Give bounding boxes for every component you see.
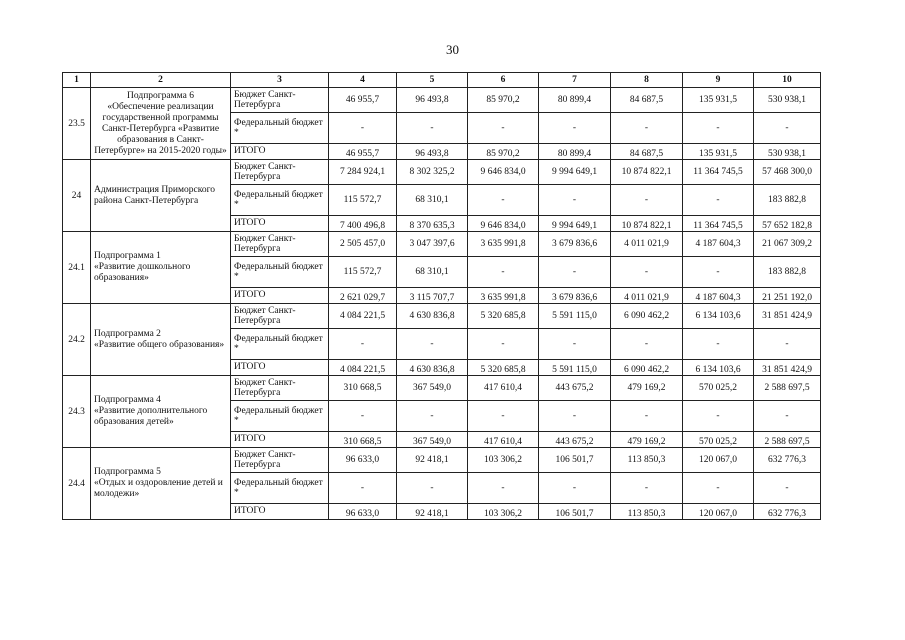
funding-source: Федеральный бюджет * [231, 257, 329, 288]
year-amount: 4 187 604,3 [683, 288, 754, 304]
item-number: 23.5 [63, 88, 91, 160]
year-amount: 135 931,5 [683, 88, 754, 113]
total-amount: 2 588 697,5 [754, 432, 821, 448]
funding-source: ИТОГО [231, 504, 329, 520]
funding-source: Федеральный бюджет * [231, 473, 329, 504]
year-amount: 120 067,0 [683, 448, 754, 473]
program-name: Администрация Приморского района Санкт-Петербурга [91, 160, 231, 232]
year-amount: 3 635 991,8 [468, 232, 539, 257]
item-number: 24.2 [63, 304, 91, 376]
year-amount: - [329, 473, 397, 504]
total-amount: 21 067 309,2 [754, 232, 821, 257]
item-number: 24.4 [63, 448, 91, 520]
year-amount: 46 955,7 [329, 88, 397, 113]
year-amount: 6 134 103,6 [683, 360, 754, 376]
year-amount: 443 675,2 [539, 432, 611, 448]
total-amount: 2 588 697,5 [754, 376, 821, 401]
year-amount: 6 090 462,2 [611, 304, 683, 329]
header-cell: 8 [611, 73, 683, 88]
year-amount: 68 310,1 [397, 185, 468, 216]
funding-source: Бюджет Санкт-Петербурга [231, 376, 329, 401]
year-amount: 3 679 836,6 [539, 232, 611, 257]
year-amount: - [539, 113, 611, 144]
year-amount: - [329, 113, 397, 144]
year-amount: 3 679 836,6 [539, 288, 611, 304]
year-amount: - [329, 329, 397, 360]
year-amount: 6 134 103,6 [683, 304, 754, 329]
year-amount: 570 025,2 [683, 376, 754, 401]
year-amount: 46 955,7 [329, 144, 397, 160]
funding-source: Федеральный бюджет * [231, 329, 329, 360]
header-cell: 1 [63, 73, 91, 88]
year-amount: 80 899,4 [539, 88, 611, 113]
program-name: Подпрограмма 2 «Развитие общего образования» [91, 304, 231, 376]
year-amount: 6 090 462,2 [611, 360, 683, 376]
funding-source: ИТОГО [231, 360, 329, 376]
year-amount: - [611, 257, 683, 288]
header-cell: 2 [91, 73, 231, 88]
year-amount: 4 011 021,9 [611, 288, 683, 304]
year-amount: 8 302 325,2 [397, 160, 468, 185]
year-amount: 84 687,5 [611, 88, 683, 113]
year-amount: 9 646 834,0 [468, 160, 539, 185]
header-cell: 3 [231, 73, 329, 88]
year-amount: 92 418,1 [397, 504, 468, 520]
year-amount: - [683, 113, 754, 144]
year-amount: - [683, 185, 754, 216]
year-amount: 103 306,2 [468, 448, 539, 473]
total-amount: 530 938,1 [754, 88, 821, 113]
year-amount: 11 364 745,5 [683, 216, 754, 232]
year-amount: 3 635 991,8 [468, 288, 539, 304]
year-amount: - [539, 257, 611, 288]
funding-source: ИТОГО [231, 144, 329, 160]
year-amount: 5 591 115,0 [539, 304, 611, 329]
total-amount: 183 882,8 [754, 257, 821, 288]
year-amount: - [468, 401, 539, 432]
year-amount: - [683, 257, 754, 288]
year-amount: 5 320 685,8 [468, 360, 539, 376]
year-amount: 4 187 604,3 [683, 232, 754, 257]
year-amount: 85 970,2 [468, 144, 539, 160]
header-cell: 5 [397, 73, 468, 88]
table-row [63, 304, 821, 329]
header-cell: 7 [539, 73, 611, 88]
year-amount: - [468, 185, 539, 216]
year-amount: 310 668,5 [329, 376, 397, 401]
year-amount: - [539, 185, 611, 216]
year-amount: 113 850,3 [611, 504, 683, 520]
year-amount: 3 047 397,6 [397, 232, 468, 257]
year-amount: 96 633,0 [329, 504, 397, 520]
year-amount: 92 418,1 [397, 448, 468, 473]
year-amount: - [611, 185, 683, 216]
year-amount: 9 994 649,1 [539, 160, 611, 185]
year-amount: 417 610,4 [468, 376, 539, 401]
year-amount: 7 400 496,8 [329, 216, 397, 232]
year-amount: - [468, 473, 539, 504]
year-amount: - [539, 401, 611, 432]
header-cell: 10 [754, 73, 821, 88]
total-amount: 21 251 192,0 [754, 288, 821, 304]
year-amount: 11 364 745,5 [683, 160, 754, 185]
year-amount: 106 501,7 [539, 504, 611, 520]
year-amount: 367 549,0 [397, 432, 468, 448]
year-amount: - [611, 473, 683, 504]
year-amount: 106 501,7 [539, 448, 611, 473]
year-amount: - [683, 401, 754, 432]
year-amount: - [397, 473, 468, 504]
year-amount: 479 169,2 [611, 432, 683, 448]
total-amount: 183 882,8 [754, 185, 821, 216]
funding-source: ИТОГО [231, 288, 329, 304]
year-amount: - [611, 113, 683, 144]
year-amount: - [397, 401, 468, 432]
year-amount: - [397, 113, 468, 144]
budget-table [62, 72, 821, 520]
funding-source: ИТОГО [231, 216, 329, 232]
year-amount: 310 668,5 [329, 432, 397, 448]
year-amount: - [329, 401, 397, 432]
total-amount: - [754, 113, 821, 144]
year-amount: 8 370 635,3 [397, 216, 468, 232]
year-amount: 85 970,2 [468, 88, 539, 113]
year-amount: 4 084 221,5 [329, 360, 397, 376]
year-amount: 113 850,3 [611, 448, 683, 473]
year-amount: - [683, 473, 754, 504]
funding-source: Бюджет Санкт-Петербурга [231, 160, 329, 185]
year-amount: - [611, 401, 683, 432]
year-amount: 5 320 685,8 [468, 304, 539, 329]
header-cell: 4 [329, 73, 397, 88]
total-amount: 632 776,3 [754, 448, 821, 473]
funding-source: Бюджет Санкт-Петербурга [231, 232, 329, 257]
page-number: 30 [446, 42, 459, 57]
year-amount: 4 630 836,8 [397, 360, 468, 376]
year-amount: 4 630 836,8 [397, 304, 468, 329]
year-amount: 2 505 457,0 [329, 232, 397, 257]
year-amount: 10 874 822,1 [611, 160, 683, 185]
program-name: Подпрограмма 5 «Отдых и оздоровление детей и молодежи» [91, 448, 231, 520]
year-amount: 10 874 822,1 [611, 216, 683, 232]
year-amount: 7 284 924,1 [329, 160, 397, 185]
year-amount: - [611, 329, 683, 360]
total-amount: 31 851 424,9 [754, 304, 821, 329]
year-amount: 367 549,0 [397, 376, 468, 401]
total-amount: - [754, 473, 821, 504]
funding-source: Федеральный бюджет * [231, 113, 329, 144]
program-name: Подпрограмма 4 «Развитие дополнительного образования детей» [91, 376, 231, 448]
year-amount: 135 931,5 [683, 144, 754, 160]
year-amount: 96 493,8 [397, 88, 468, 113]
total-amount: 530 938,1 [754, 144, 821, 160]
program-name: Подпрограмма 1 «Развитие дошкольного образования» [91, 232, 231, 304]
year-amount: 68 310,1 [397, 257, 468, 288]
header-row [63, 73, 821, 88]
year-amount: 80 899,4 [539, 144, 611, 160]
year-amount: 479 169,2 [611, 376, 683, 401]
item-number: 24 [63, 160, 91, 232]
item-number: 24.3 [63, 376, 91, 448]
table-body [63, 88, 821, 520]
total-amount: 632 776,3 [754, 504, 821, 520]
year-amount: - [468, 329, 539, 360]
funding-source: Бюджет Санкт-Петербурга [231, 304, 329, 329]
year-amount: 103 306,2 [468, 504, 539, 520]
year-amount: - [397, 329, 468, 360]
funding-source: Бюджет Санкт-Петербурга [231, 448, 329, 473]
total-amount: - [754, 329, 821, 360]
table-row [63, 88, 821, 113]
table-row [63, 448, 821, 473]
total-amount: 57 468 300,0 [754, 160, 821, 185]
year-amount: 417 610,4 [468, 432, 539, 448]
year-amount: - [683, 329, 754, 360]
table-row [63, 376, 821, 401]
funding-source: ИТОГО [231, 432, 329, 448]
year-amount: 115 572,7 [329, 185, 397, 216]
year-amount: 9 994 649,1 [539, 216, 611, 232]
total-amount: 31 851 424,9 [754, 360, 821, 376]
table-row [63, 160, 821, 185]
item-number: 24.1 [63, 232, 91, 304]
year-amount: 4 011 021,9 [611, 232, 683, 257]
year-amount: 4 084 221,5 [329, 304, 397, 329]
year-amount: - [468, 257, 539, 288]
year-amount: 9 646 834,0 [468, 216, 539, 232]
year-amount: 570 025,2 [683, 432, 754, 448]
year-amount: 5 591 115,0 [539, 360, 611, 376]
table-row [63, 232, 821, 257]
funding-source: Бюджет Санкт-Петербурга [231, 88, 329, 113]
header-cell: 6 [468, 73, 539, 88]
year-amount: - [539, 473, 611, 504]
year-amount: 2 621 029,7 [329, 288, 397, 304]
year-amount: 115 572,7 [329, 257, 397, 288]
year-amount: 120 067,0 [683, 504, 754, 520]
total-amount: 57 652 182,8 [754, 216, 821, 232]
funding-source: Федеральный бюджет * [231, 185, 329, 216]
year-amount: 96 633,0 [329, 448, 397, 473]
year-amount: 84 687,5 [611, 144, 683, 160]
total-amount: - [754, 401, 821, 432]
year-amount: 3 115 707,7 [397, 288, 468, 304]
funding-source: Федеральный бюджет * [231, 401, 329, 432]
header-cell: 9 [683, 73, 754, 88]
year-amount: 96 493,8 [397, 144, 468, 160]
program-name: Подпрограмма 6 «Обеспечение реализации государственной программы Санкт-Петербурга «Развитие образования в Санкт-Петербурге» на 2015-2020 годы» [91, 88, 231, 160]
year-amount: - [539, 329, 611, 360]
year-amount: - [468, 113, 539, 144]
year-amount: 443 675,2 [539, 376, 611, 401]
